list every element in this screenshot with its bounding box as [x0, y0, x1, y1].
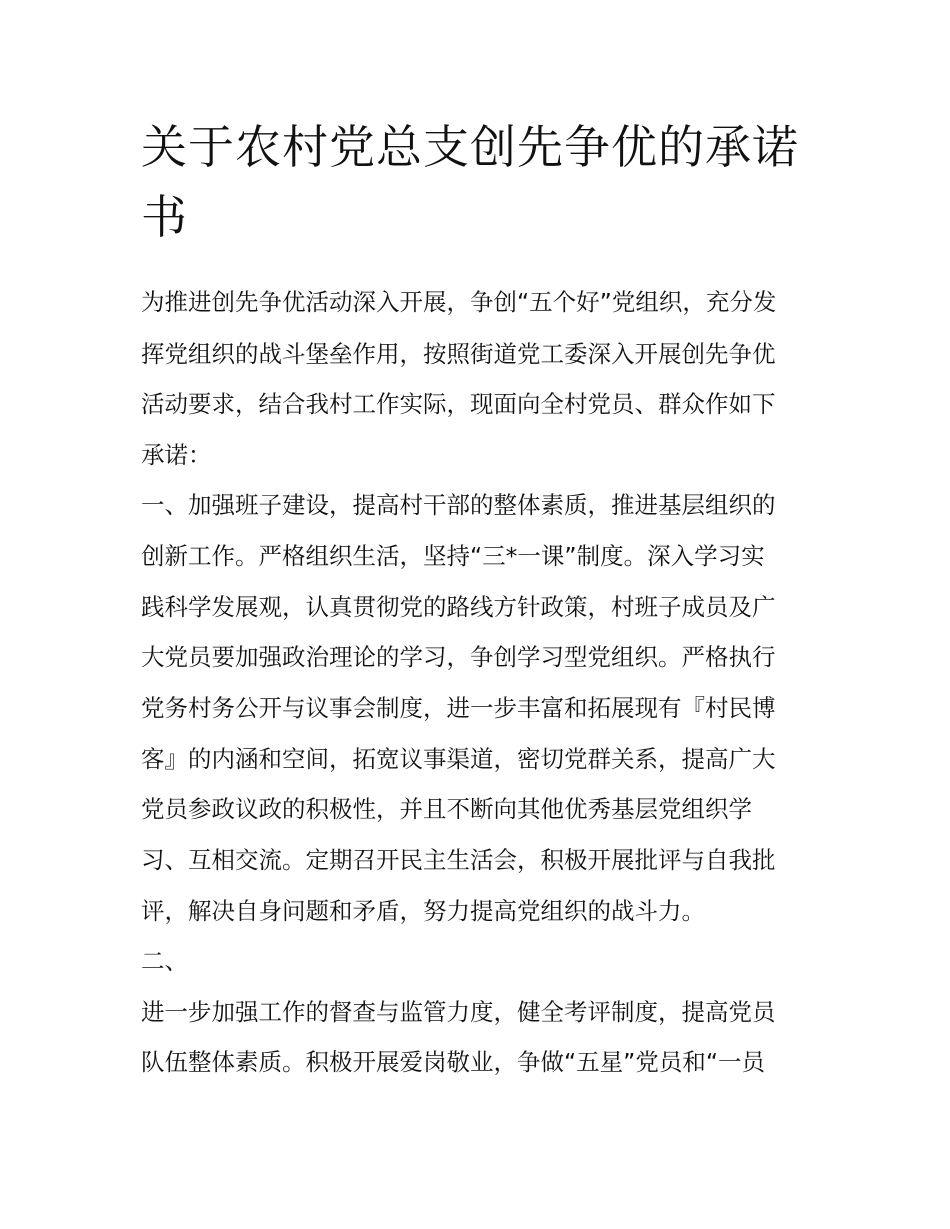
body-line-1: 为推进创先争优活动深入开展，争创“五个好”党组织，充分发	[141, 288, 777, 316]
document-title: 关于农村党总支创先争优的承诺书	[141, 120, 799, 244]
body-line-5: 一、加强班子建设，提高村干部的整体素质，推进基层组织的	[141, 491, 776, 519]
body-line-6: 创新工作。严格组织生活，坚持“三*一课”制度。深入学习实	[141, 542, 765, 570]
body-line-8: 大党员要加强政治理论的学习，争创学习型党组织。严格执行	[141, 643, 776, 671]
body-line-3: 活动要求，结合我村工作实际，现面向全村党员、群众作如下	[141, 390, 776, 418]
body-line-9: 党务村务公开与议事会制度，进一步丰富和拓展现有『村民博	[141, 694, 776, 722]
body-line-15: 进一步加强工作的督查与监管力度，健全考评制度，提高党员	[141, 998, 776, 1026]
body-line-14: 二、	[141, 947, 188, 975]
body-line-2: 挥党组织的战斗堡垒作用，按照街道党工委深入开展创先争优	[141, 340, 776, 368]
body-line-4: 承诺：	[141, 441, 212, 469]
body-line-10: 客』的内涵和空间，拓宽议事渠道，密切党群关系，提高广大	[141, 745, 776, 773]
body-line-16: 队伍整体素质。积极开展爱岗敬业，争做“五星”党员和“一员	[141, 1048, 766, 1076]
body-line-12: 习、互相交流。定期召开民主生活会，积极开展批评与自我批	[141, 846, 776, 874]
body-line-13: 评，解决自身问题和矛盾，努力提高党组织的战斗力。	[141, 897, 705, 925]
body-line-7: 践科学发展观，认真贯彻党的路线方针政策，村班子成员及广	[141, 593, 776, 621]
body-line-11: 党员参政议政的积极性，并且不断向其他优秀基层党组织学	[141, 795, 752, 823]
